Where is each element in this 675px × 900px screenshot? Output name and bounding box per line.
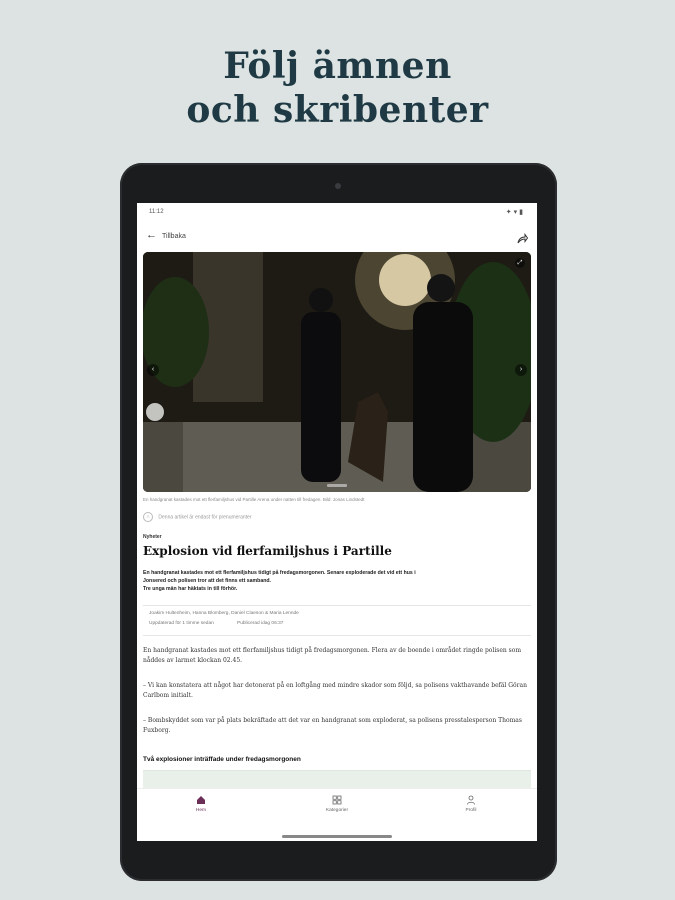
app-screen — [137, 203, 537, 841]
promo-line-2: och skribenter — [186, 89, 489, 131]
share-icon[interactable] — [517, 231, 528, 249]
promo-headline — [0, 44, 675, 132]
article-subheading: Två explosioner inträffade under fredagsmorgonen — [143, 756, 301, 763]
divider — [143, 605, 531, 606]
category-label[interactable]: Nyheter — [143, 534, 162, 540]
expand-icon[interactable]: ⤢ — [515, 258, 525, 268]
back-label[interactable]: Tillbaka — [162, 233, 186, 240]
promo-line-1: Följ ämnen — [223, 45, 452, 87]
status-time: 11:12 — [149, 209, 164, 215]
nav-home-label: Hem — [195, 808, 207, 813]
article-ingress — [143, 569, 531, 593]
image-caption: En handgranat kastades mot ett flerfamiljshus vid Partille Arena under natten till fredagen. Bild: Jonas Lindstedt — [143, 497, 365, 502]
person-icon — [466, 795, 476, 805]
tablet-camera — [335, 183, 341, 189]
body-paragraph: – Vi kan konstatera att något har detonerat på en loftgång med mindre skador som följd, sa polisens vakthavande befäl Göran Carlbom initialt. — [143, 682, 527, 699]
article-title: Explosion vid flerfamiljshus i Partille — [143, 544, 392, 558]
ingress-line: En handgranat kastades mot ett flerfamiljshus tidigt på fredagsmorgonen. Senare exploderade det vid ett hus i — [143, 570, 416, 576]
divider — [143, 635, 531, 636]
updated-time: Uppdaterad för 1 timme sedan — [149, 621, 214, 626]
status-icons: ✦▾▮ — [505, 209, 525, 216]
ingress-line: Jonsered och polisen tror att det finns ett samband. — [143, 578, 271, 584]
authors[interactable]: Joakim Hultenheim, Hanna Blomberg, Daniel Claeson & Maria Lennde — [149, 611, 299, 616]
app-bar — [137, 227, 537, 247]
nav-categories-label: Kategorier — [325, 808, 349, 813]
gesture-bar[interactable] — [282, 835, 392, 838]
status-bar — [137, 203, 537, 221]
nav-profile-label: Profil — [465, 808, 477, 813]
nav-profile[interactable] — [441, 795, 501, 813]
listen-row[interactable] — [143, 512, 252, 524]
ingress-line: Tre unga män har häktats in till förhör. — [143, 586, 238, 592]
headphones-icon: ∩ — [143, 512, 153, 522]
grid-icon — [332, 795, 342, 805]
chevron-left-icon[interactable]: ‹ — [147, 364, 159, 376]
hero-image[interactable] — [143, 252, 531, 492]
body-paragraph: – Bombskyddet som var på plats bekräftade att det var en handgranat som exploderat, sa polisens presstalesperson Thomas Fuxborg. — [143, 717, 522, 734]
nav-home[interactable] — [171, 795, 231, 813]
published-time: Publicerad idag 06:37 — [237, 621, 284, 626]
listen-label: Denna artikel är endast för prenumeranter — [158, 514, 252, 521]
back-arrow-icon[interactable]: ← — [146, 229, 157, 241]
body-paragraph: En handgranat kastades mot ett flerfamiljshus tidigt på fredagsmorgonen. Flera av de boende i området ringde polisen som nåddes av larmet klockan 02.45. — [143, 647, 522, 664]
bottom-navigation — [137, 788, 537, 841]
chevron-right-icon[interactable]: › — [515, 364, 527, 376]
nav-categories[interactable] — [307, 795, 367, 813]
home-icon — [196, 795, 206, 805]
